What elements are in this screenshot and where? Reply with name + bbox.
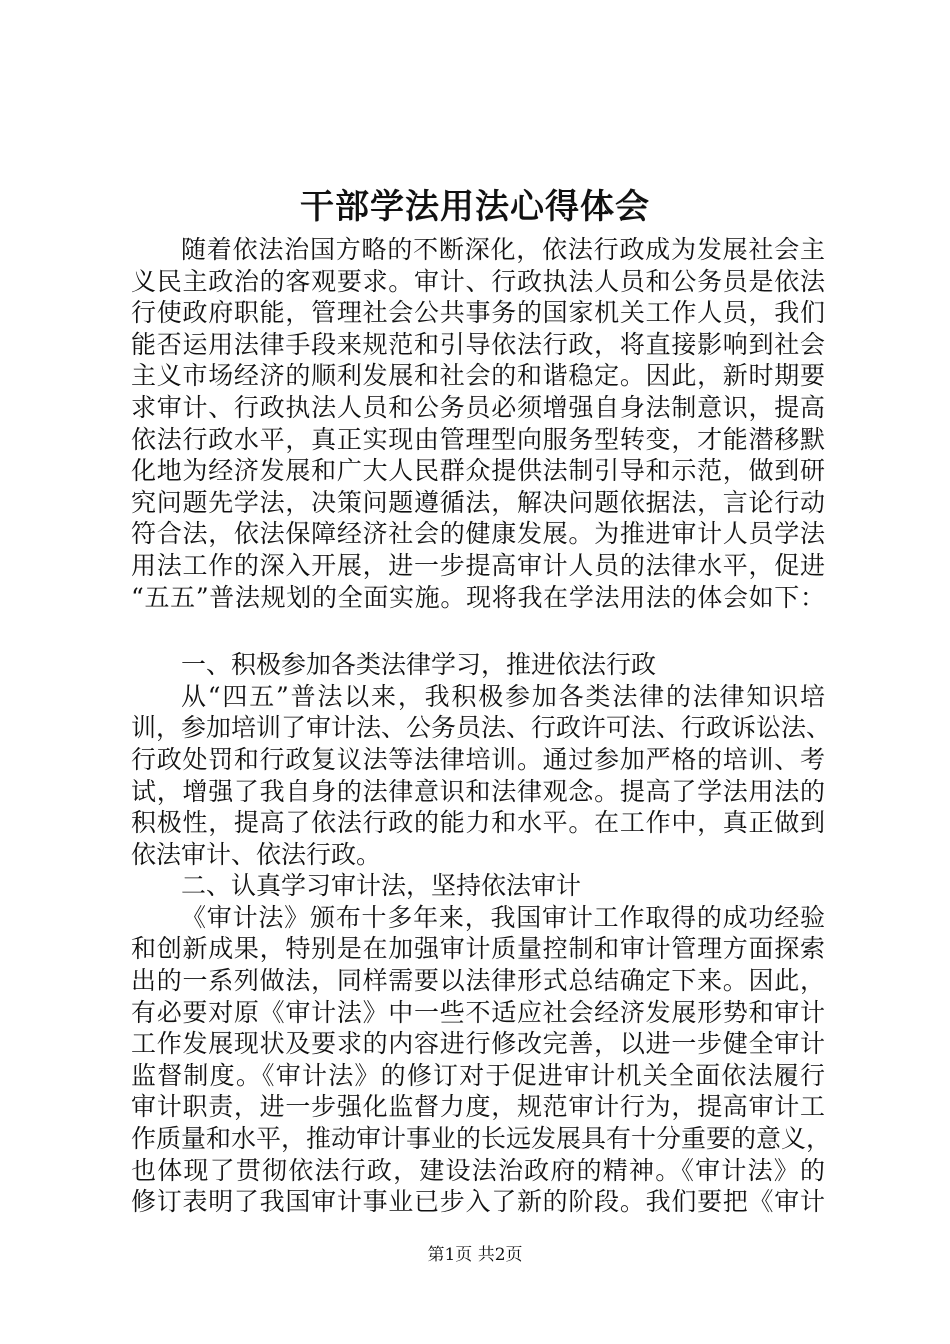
paragraph-intro [131, 234, 825, 613]
text-line: 有必要对原《审计法》中一些不适应社会经济发展形势和审计 [131, 997, 825, 1027]
paragraph-section-1 [131, 681, 832, 871]
text-line: 求审计、行政执法人员和公务员必须增强自身法制意识，提高 [131, 392, 825, 422]
text-line: 训，参加培训了审计法、公务员法、行政许可法、行政诉讼法、 [131, 713, 832, 743]
text-line: 修订表明了我国审计事业已步入了新的阶段。我们要把《审计 [131, 1187, 825, 1217]
paragraph-section-2 [131, 902, 832, 1218]
text-line: 从“四五”普法以来，我积极参加各类法律的法律知识培 [181, 681, 825, 711]
text-line: 化地为经济发展和广大人民群众提供法制引导和示范，做到研 [131, 456, 825, 486]
text-line: 出的一系列做法，同样需要以法律形式总结确定下来。因此， [131, 966, 825, 996]
section-heading-1: 一、积极参加各类法律学习，推进依法行政 [181, 650, 657, 680]
text-line: 行政处罚和行政复议法等法律培训。通过参加严格的培训、考 [131, 744, 825, 774]
text-line: 审计职责，进一步强化监督力度，规范审计行为，提高审计工 [131, 1092, 825, 1122]
text-line: “五五”普法规划的全面实施。现将我在学法用法的体会如下： [131, 582, 825, 612]
text-line: 义民主政治的客观要求。审计、行政执法人员和公务员是依法 [131, 266, 825, 296]
text-line: 试，增强了我自身的法律意识和法律观念。提高了学法用法的 [131, 776, 825, 806]
section-heading-2: 二、认真学习审计法，坚持依法审计 [181, 871, 582, 901]
text-line: 积极性，提高了依法行政的能力和水平。在工作中，真正做到 [131, 808, 825, 838]
text-line: 用法工作的深入开展，进一步提高审计人员的法律水平，促进 [131, 550, 825, 580]
text-line: 依法行政水平，真正实现由管理型向服务型转变，才能潜移默 [131, 424, 825, 454]
document-title: 干部学法用法心得体会 [300, 187, 650, 227]
text-line: 符合法，依法保障经济社会的健康发展。为推进审计人员学法 [131, 519, 825, 549]
text-line: 《审计法》颁布十多年来，我国审计工作取得的成功经验 [181, 902, 825, 932]
text-line: 和创新成果，特别是在加强审计质量控制和审计管理方面探索 [131, 934, 825, 964]
page-footer: 第1页 共2页 [427, 1245, 523, 1265]
paragraph-spacer [131, 613, 825, 649]
text-line: 究问题先学法，决策问题遵循法，解决问题依据法，言论行动 [131, 487, 825, 517]
text-line: 工作发展现状及要求的内容进行修改完善，以进一步健全审计 [131, 1029, 825, 1059]
text-line: 能否运用法律手段来规范和引导依法行政，将直接影响到社会 [131, 329, 825, 359]
text-line: 主义市场经济的顺利发展和社会的和谐稳定。因此，新时期要 [131, 361, 825, 391]
text-line: 监督制度。《审计法》的修订对于促进审计机关全面依法履行 [131, 1060, 825, 1090]
text-line: 也体现了贯彻依法行政，建设法治政府的精神。《审计法》的 [131, 1155, 825, 1185]
text-line: 随着依法治国方略的不断深化，依法行政成为发展社会主 [181, 235, 825, 264]
text-line: 行使政府职能，管理社会公共事务的国家机关工作人员，我们 [131, 298, 825, 328]
document-body [131, 234, 832, 1218]
text-line: 作质量和水平，推动审计事业的长远发展具有十分重要的意义， [131, 1124, 832, 1154]
text-line: 依法审计、依法行政。 [131, 839, 382, 869]
